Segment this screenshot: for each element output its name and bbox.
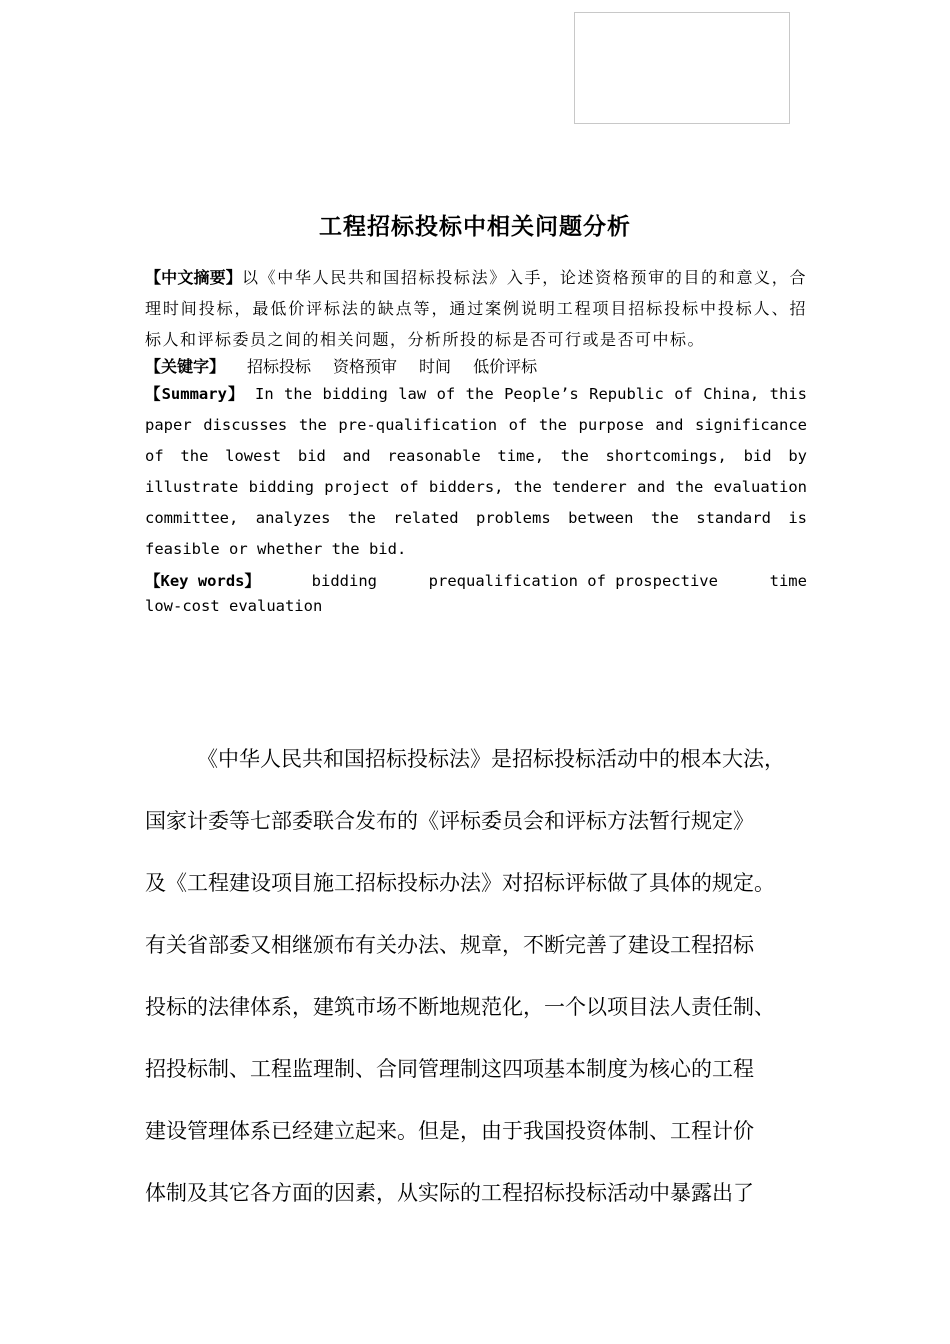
body-line: 体制及其它各方面的因素，从实际的工程招标投标活动中暴露出了 <box>145 1181 754 1205</box>
english-summary <box>145 379 807 565</box>
body-line: 及《工程建设项目施工招标投标办法》对招标评标做了具体的规定。 <box>145 871 775 895</box>
body-line: 国家计委等七部委联合发布的《评标委员会和评标方法暂行规定》 <box>145 809 754 833</box>
english-keyword: prequalification of prospective <box>428 572 718 590</box>
chinese-keywords <box>145 355 807 379</box>
body-line: 招投标制、工程监理制、合同管理制这四项基本制度为核心的工程 <box>145 1057 754 1081</box>
header-blank-box <box>574 12 790 124</box>
body-line: 《中华人民共和国招标投标法》是招标投标活动中的根本大法， <box>197 747 785 771</box>
chinese-keywords-label: 【关键字】 <box>145 357 226 376</box>
english-keywords <box>145 569 807 619</box>
english-summary-text: In the bidding law of the People’s Republic of China, this paper discusses the pre-qualification of the purpose and significance of the lowest bid and reasonable time, the shortcomings, bid by illustrate bidding project of bidders, the tenderer and the evaluation committee, analyzes the related problems between the standard is feasible or whether the bid. <box>145 385 807 558</box>
body-line: 有关省部委又相继颁布有关办法、规章，不断完善了建设工程招标 <box>145 933 754 957</box>
document-title: 工程招标投标中相关问题分析 <box>319 214 631 240</box>
body-line: 建设管理体系已经建立起来。但是，由于我国投资体制、工程计价 <box>145 1119 754 1143</box>
body-paragraph <box>145 728 825 1224</box>
chinese-keyword: 低价评标 <box>473 357 538 376</box>
chinese-keyword: 资格预审 <box>333 357 398 376</box>
chinese-abstract <box>145 262 807 355</box>
english-summary-label: 【Summary】 <box>145 385 245 403</box>
english-keyword: bidding <box>311 572 377 590</box>
chinese-abstract-text: 以《中华人民共和国招标投标法》入手，论述资格预审的目的和意义，合理时间投标，最低价评标法的缺点等，通过案例说明工程项目招标投标中投标人、招标人和评标委员之间的相关问题，分析所投的标是否可行或是否可中标。 <box>145 268 807 349</box>
english-keywords-label: 【Key words】 <box>145 572 260 590</box>
chinese-keyword: 招标投标 <box>247 357 312 376</box>
chinese-keyword: 时间 <box>419 357 452 376</box>
english-keyword: low-cost evaluation <box>145 597 323 615</box>
english-keyword: time <box>769 572 807 590</box>
abstract-section <box>145 262 807 619</box>
body-line: 投标的法律体系，建筑市场不断地规范化，一个以项目法人责任制、 <box>145 995 775 1019</box>
chinese-abstract-label: 【中文摘要】 <box>145 268 242 287</box>
